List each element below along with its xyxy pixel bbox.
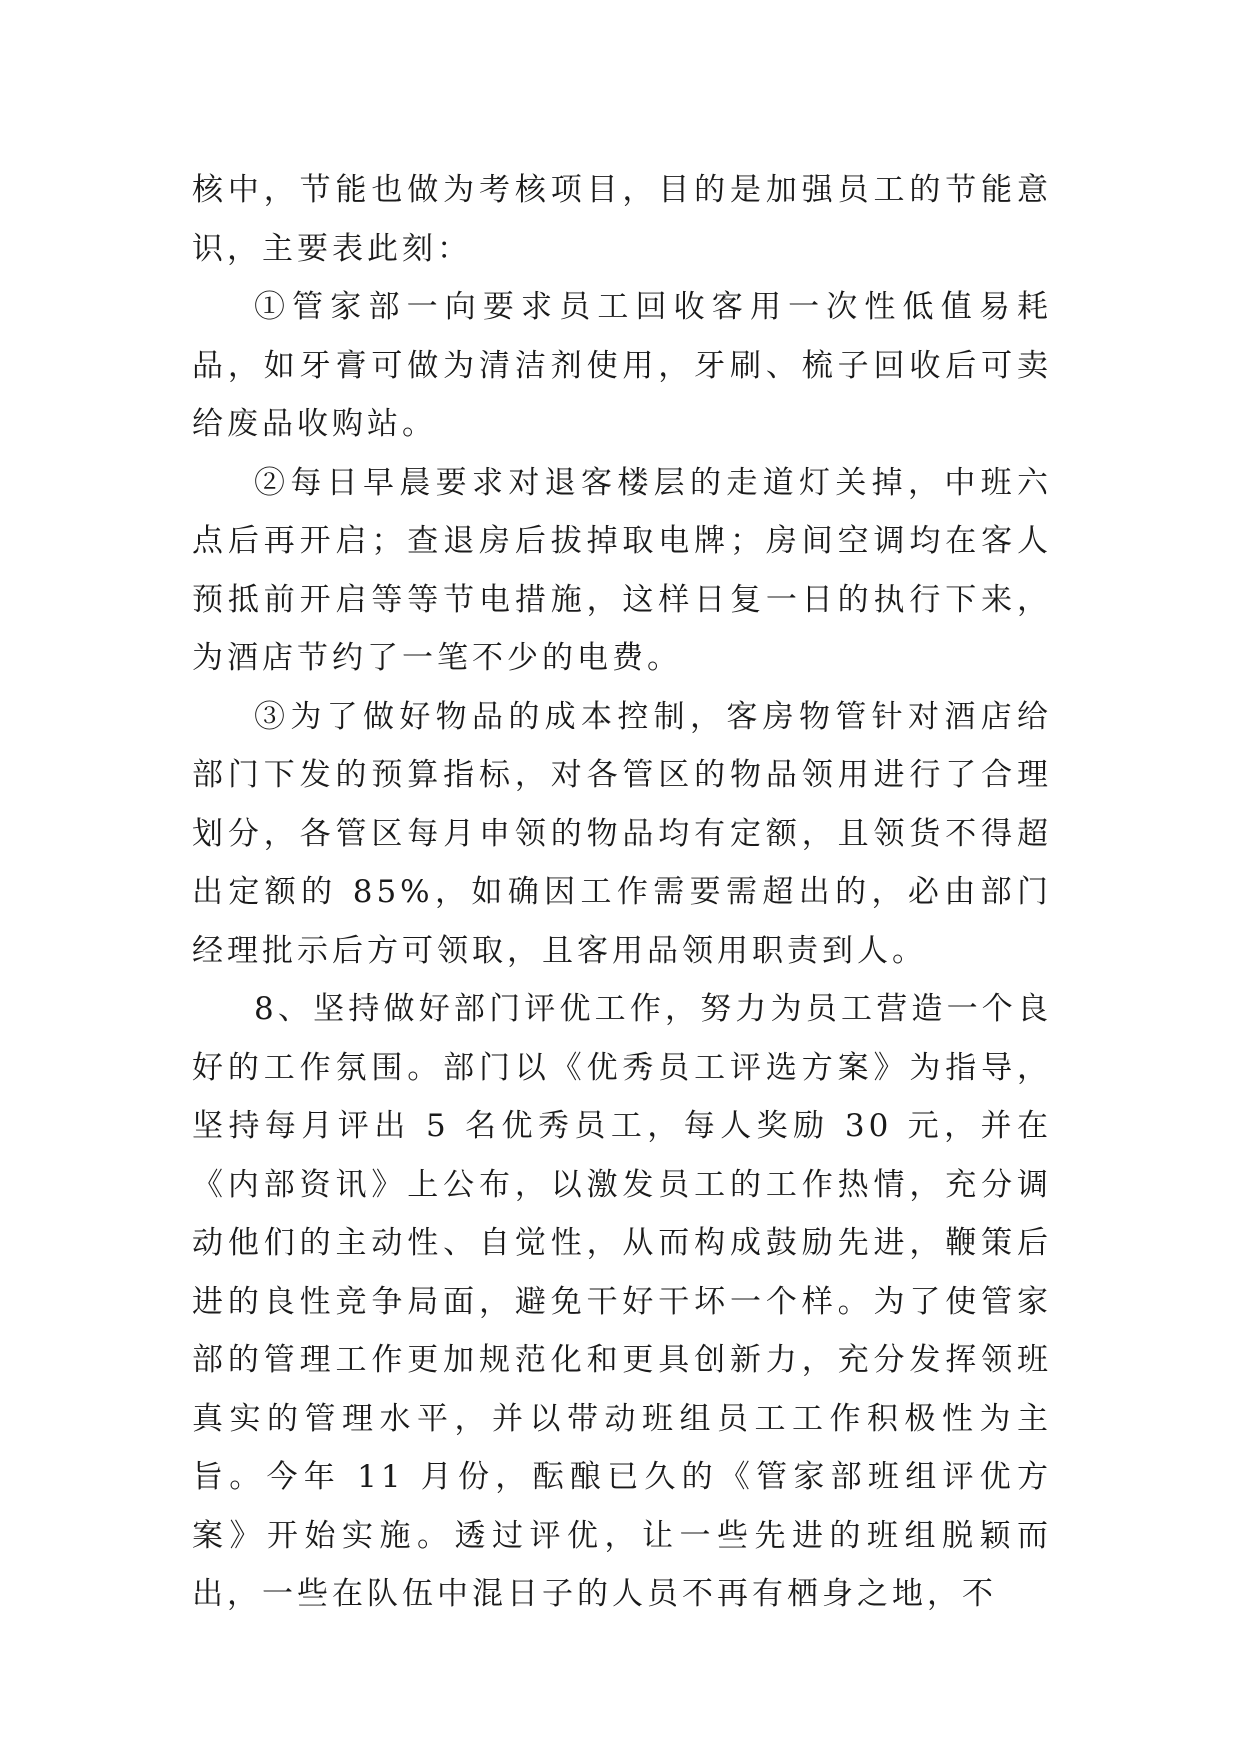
paragraph-energy-assessment: 核中，节能也做为考核项目，目的是加强员工的节能意识，主要表此刻： xyxy=(192,172,1052,267)
paragraph-item-3-cost-control: ③为了做好物品的成本控制，客房物管针对酒店给部门下发的预算指标，对各管区的物品领用进行了合理划分，各管区每月申领的物品均有定额，且领货不得超出定额的 85%，如确因工作需要需超出的，必由部门经理批示后方可领取，且客用品领用职责到人。 xyxy=(192,698,1052,969)
document-body xyxy=(192,161,1052,1624)
paragraph-item-2-power-saving: ②每日早晨要求对退客楼层的走道灯关掉，中班六点后再开启；查退房后拔掉取电牌；房间空调均在客人预抵前开启等等节电措施，这样日复一日的执行下来，为酒店节约了一笔不少的电费。 xyxy=(192,464,1052,676)
paragraph-item-1-recycling: ①管家部一向要求员工回收客用一次性低值易耗品，如牙膏可做为清洁剂使用，牙刷、梳子回收后可卖给废品收购站。 xyxy=(192,289,1052,442)
paragraph-section-8-evaluation: 8、坚持做好部门评优工作，努力为员工营造一个良好的工作氛围。部门以《优秀员工评选方案》为指导，坚持每月评出 5 名优秀员工，每人奖励 30 元，并在《内部资讯》上公布，以激发员工的工作热情，充分调动他们的主动性、自觉性，从而构成鼓励先进，鞭策后进的良性竞争局面，避免干好干坏一个样。为了使管家部的管理工作更加规范化和更具创新力，充分发挥领班真实的管理水平，并以带动班组员工工作积极性为主旨。今年 11 月份，酝酿已久的《管家部班组评优方案》开始实施。透过评优，让一些先进的班组脱颖而出，一些在队伍中混日子的人员不再有栖身之地，不 xyxy=(192,991,1052,1612)
